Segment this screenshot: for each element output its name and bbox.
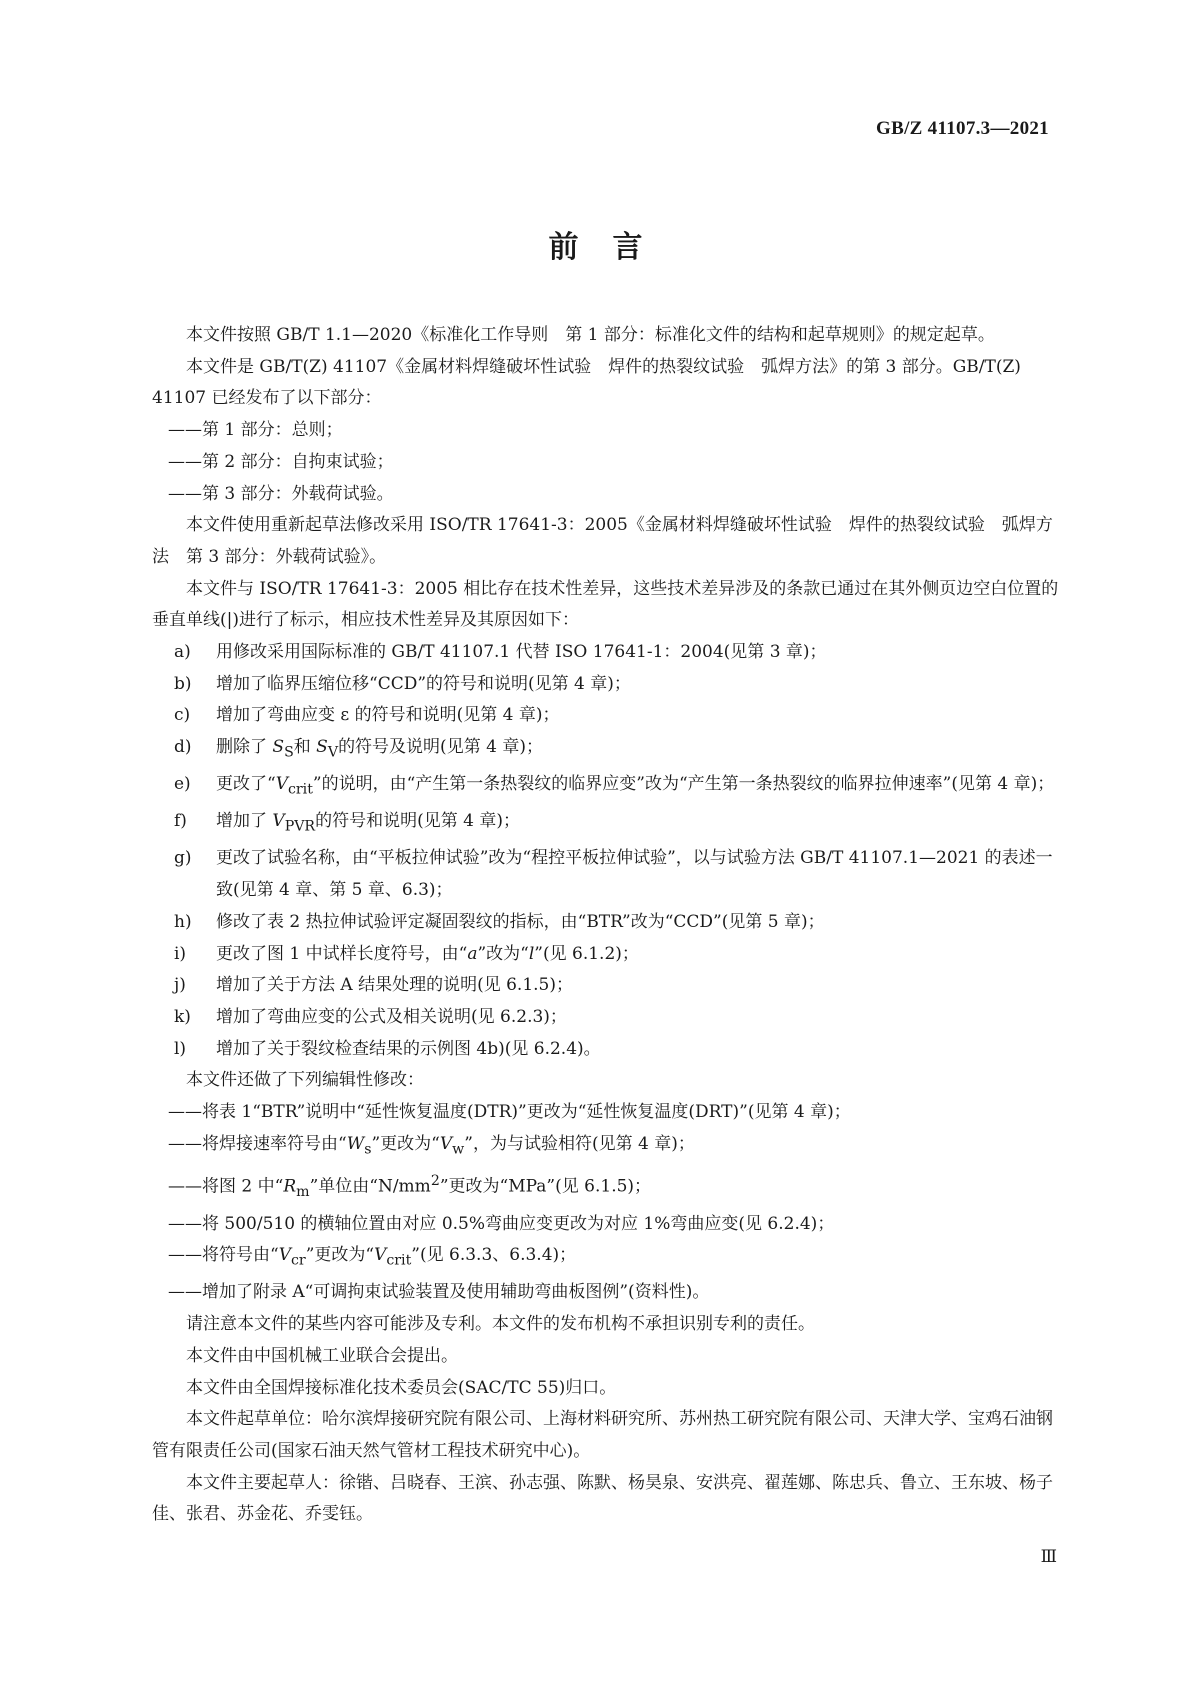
- difference-item: [152, 907, 1060, 939]
- subscript: PVR: [284, 818, 316, 835]
- item-text: 和: [293, 737, 317, 758]
- difference-item: [152, 732, 1060, 769]
- paragraph: 本文件起草单位：哈尔滨焊接研究院有限公司、上海材料研究所、苏州热工研究院有限公司、天津大学、宝鸡石油钢管有限责任公司(国家石油天然气管材工程技术研究中心)。: [152, 1409, 1053, 1461]
- item-text: 的符号和说明(见第 4 章)；: [315, 811, 520, 832]
- difference-item: [152, 1002, 1060, 1034]
- symbol: a: [467, 943, 478, 964]
- page-number: Ⅲ: [1040, 1547, 1057, 1567]
- item-label: e): [174, 774, 191, 795]
- item-text: 更改了图 1 中试样长度符号，由“: [216, 943, 468, 964]
- item-text: ”(见 6.3.3、6.3.4)；: [411, 1245, 577, 1266]
- item-text: ”更改为“MPa”(见 6.1.5)；: [439, 1176, 652, 1197]
- difference-item: [152, 939, 1060, 971]
- item-label: a): [174, 642, 191, 663]
- standard-code: GB/Z 41107.3—2021: [876, 118, 1049, 139]
- paragraph: 请注意本文件的某些内容可能涉及专利。本文件的发布机构不承担识别专利的责任。: [186, 1314, 815, 1335]
- difference-item: [152, 970, 1060, 1002]
- editorial-item: [152, 1129, 1060, 1166]
- item-text: 删除了: [216, 737, 273, 758]
- editorial-item: [152, 1240, 1060, 1277]
- item-text: ”更改为“: [371, 1133, 440, 1154]
- item-text: ——将焊接速率符号由“: [168, 1133, 347, 1154]
- list-item: ——第 3 部分：外载荷试验。: [168, 483, 394, 504]
- list-item: ——第 2 部分：自拘束试验；: [168, 451, 394, 472]
- item-text: 增加了弯曲应变 ε 的符号和说明(见第 4 章)；: [216, 705, 560, 726]
- subscript: crit: [386, 1252, 412, 1269]
- paragraph: 本文件由中国机械工业联合会提出。: [186, 1345, 458, 1366]
- item-text: ”改为“: [477, 943, 529, 964]
- list-item: ——第 1 部分：总则；: [168, 420, 343, 441]
- symbol: S: [272, 737, 285, 758]
- item-text: 修改了表 2 热拉伸试验评定凝固裂纹的指标，由“BTR”改为“CCD”(见第 5 章)；: [216, 911, 825, 932]
- difference-item: [152, 769, 1060, 806]
- paragraph: 本文件与 ISO/TR 17641-3：2005 相比存在技术性差异，这些技术差异涉及的条款已通过在其外侧页边空白位置的垂直单线(|)进行了标示，相应技术性差异及其原因如下：: [152, 578, 1059, 631]
- page-title: 前言: [548, 230, 677, 265]
- difference-item: [152, 843, 1060, 906]
- item-label: l): [174, 1038, 187, 1059]
- difference-item: [152, 700, 1060, 732]
- superscript: 2: [430, 1172, 440, 1189]
- paragraph: 本文件是 GB/T(Z) 41107《金属材料焊缝破坏性试验 焊件的热裂纹试验 弧焊方法》的第 3 部分。GB/T(Z) 41107 已经发布了以下部分：: [152, 356, 1021, 409]
- item-label: d): [174, 737, 192, 758]
- item-text: ”(见 6.1.2)；: [534, 943, 639, 964]
- difference-item: [152, 669, 1060, 701]
- symbol: V: [275, 774, 288, 795]
- item-text: 的符号及说明(见第 4 章)；: [338, 737, 543, 758]
- difference-item: [152, 806, 1060, 843]
- symbol: V: [278, 1245, 291, 1266]
- foreword-body: [152, 320, 1060, 1531]
- item-text: ——将符号由“: [168, 1245, 279, 1266]
- subscript: m: [296, 1183, 310, 1200]
- item-text: ”的说明，由“产生第一条热裂纹的临界应变”改为“产生第一条热裂纹的临界拉伸速率”(见第 4 章)；: [312, 774, 1055, 795]
- subscript: w: [452, 1141, 465, 1158]
- item-text: 增加了弯曲应变的公式及相关说明(见 6.2.3)；: [216, 1006, 567, 1027]
- difference-item: [152, 637, 1060, 669]
- subscript: s: [364, 1141, 372, 1158]
- item-label: b): [174, 673, 192, 694]
- symbol: W: [346, 1133, 365, 1154]
- item-text: ”，为与试验相符(见第 4 章)；: [464, 1133, 695, 1154]
- item-label: k): [174, 1006, 191, 1027]
- item-text: 用修改采用国际标准的 GB/T 41107.1 代替 ISO 17641-1：2004(见第 3 章)；: [216, 642, 827, 663]
- symbol: V: [374, 1245, 387, 1266]
- paragraph: 本文件使用重新起草法修改采用 ISO/TR 17641-3：2005《金属材料焊缝破坏性试验 焊件的热裂纹试验 弧焊方法 第 3 部分：外载荷试验》。: [152, 515, 1053, 567]
- difference-item: [152, 1034, 1060, 1066]
- item-label: g): [174, 848, 192, 869]
- item-text: 更改了试验名称，由“平板拉伸试验”改为“程控平板拉伸试验”，以与试验方法 GB/T 41107.1—2021 的表述一致(见第 4 章、第 5 章、6.3)；: [216, 848, 1053, 901]
- paragraph: 本文件由全国焊接标准化技术委员会(SAC/TC 55)归口。: [186, 1377, 617, 1398]
- symbol: R: [283, 1176, 297, 1197]
- item-text: 增加了: [216, 811, 273, 832]
- editorial-item: ——将 500/510 的横轴位置由对应 0.5%弯曲应变更改为对应 1%弯曲应变(见 6.2.4)；: [168, 1213, 835, 1234]
- subscript: S: [284, 744, 294, 761]
- editorial-item: [152, 1166, 1060, 1209]
- item-text: 增加了关于方法 A 结果处理的说明(见 6.1.5)；: [216, 975, 574, 996]
- subscript: crit: [287, 781, 313, 798]
- editorial-item: ——将表 1“BTR”说明中“延性恢复温度(DTR)”更改为“延性恢复温度(DRT)”(见第 4 章)；: [168, 1102, 851, 1123]
- symbol: V: [272, 811, 285, 832]
- item-text: 更改了“: [216, 774, 276, 795]
- item-label: j): [174, 975, 186, 996]
- symbol: S: [316, 737, 328, 758]
- symbol: l: [528, 943, 535, 964]
- item-text: ”更改为“: [305, 1245, 375, 1266]
- subscript: cr: [290, 1252, 306, 1269]
- item-label: h): [174, 911, 192, 932]
- item-text: ”单位由“N/mm: [309, 1176, 431, 1197]
- item-text: 增加了关于裂纹检查结果的示例图 4b)(见 6.2.4)。: [216, 1038, 601, 1059]
- paragraph: 本文件按照 GB/T 1.1—2020《标准化工作导则 第 1 部分：标准化文件的结构和起草规则》的规定起草。: [186, 325, 995, 345]
- item-text: 增加了临界压缩位移“CCD”的符号和说明(见第 4 章)；: [216, 673, 631, 694]
- paragraph: 本文件还做了下列编辑性修改：: [186, 1070, 424, 1091]
- paragraph: 本文件主要起草人：徐锴、吕晓春、王滨、孙志强、陈默、杨昊泉、安洪亮、翟莲娜、陈忠兵、鲁立、王东坡、杨子佳、张君、苏金花、乔雯钰。: [152, 1472, 1053, 1525]
- symbol: V: [439, 1133, 453, 1154]
- subscript: V: [327, 744, 339, 761]
- editorial-item: ——增加了附录 A“可调拘束试验装置及使用辅助弯曲板图例”(资料性)。: [168, 1282, 710, 1303]
- item-label: c): [174, 705, 191, 726]
- item-text: ——将图 2 中“: [168, 1176, 284, 1197]
- item-label: f): [174, 811, 187, 832]
- item-label: i): [174, 943, 187, 964]
